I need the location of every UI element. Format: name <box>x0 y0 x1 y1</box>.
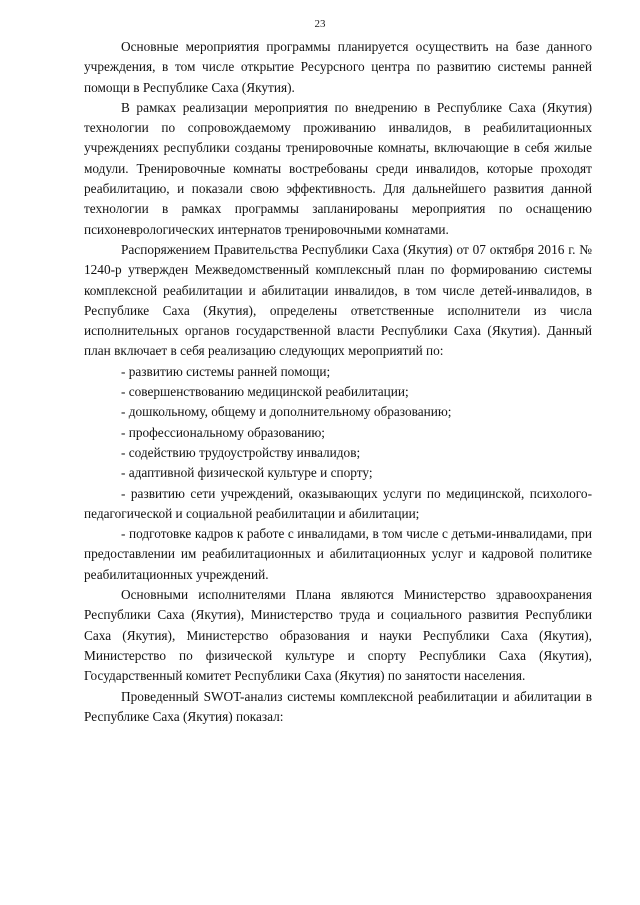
paragraph: Основные мероприятия программы планируется осуществить на базе данного учреждения, в том числе открытие Ресурсного центра по развитию системы ранней помощи в Республике Саха (Якутия). <box>84 39 592 95</box>
list-item: - развитию сети учреждений, оказывающих услуги по медицинской, психолого-педагогической и социальной реабилитации и абилитации; <box>84 485 592 521</box>
list-item: - профессиональному образованию; <box>121 424 325 440</box>
list-item: - развитию системы ранней помощи; <box>121 363 331 379</box>
paragraph: Проведенный SWOT-анализ системы комплексной реабилитации и абилитации в Республике Саха (Якутия) показал: <box>84 688 592 724</box>
list-item: - содействию трудоустройству инвалидов; <box>121 444 361 460</box>
page-number: 23 <box>314 18 326 30</box>
list-item: - совершенствованию медицинской реабилитации; <box>121 384 409 400</box>
list-item: - подготовке кадров к работе с инвалидами, в том числе с детьми-инвалидами, при предоставлении им реабилитационных и абилитационных услуг и кадровой политике реабилитационных учреждений. <box>84 526 592 582</box>
paragraph: В рамках реализации мероприятия по внедрению в Республике Саха (Якутия) технологии по сопровождаемому проживанию инвалидов, в реабилитационных учреждениях республики созданы тренировочные комнаты, включающие в себя жилые модули. Тренировочные комнаты востребованы среди инвалидов, которые проходят реабилитацию, и показали свою эффективность. Для дальнейшего развития данной технологии в рамках программы запланированы мероприятия по оснащению психоневрологических интернатов тренировочными комнатами. <box>84 99 592 237</box>
document-body <box>84 37 592 727</box>
list-item: - дошкольному, общему и дополнительному образованию; <box>121 404 452 420</box>
paragraph: Основными исполнителями Плана являются Министерство здравоохранения Республики Саха (Якутия), Министерство труда и социального развития Республики Саха (Якутия), Министерство образования и науки Республики Саха (Якутия), Министерство по физической культуре и спорту Республики Саха (Якутия), Государственный комитет Республики Саха (Якутия) по занятости населения. <box>84 587 592 684</box>
list-item: - адаптивной физической культуре и спорту; <box>121 465 373 481</box>
paragraph: Распоряжением Правительства Республики Саха (Якутия) от 07 октября 2016 г. № 1240-р утвержден Межведомственный комплексный план по формированию системы комплексной реабилитации и абилитации инвалидов, в том числе детей-инвалидов, в Республике Саха (Якутия), определены ответственные исполнители из числа исполнительных органов государственной власти Республики Саха (Якутия). Данный план включает в себя реализацию следующих мероприятий по: <box>84 241 592 359</box>
